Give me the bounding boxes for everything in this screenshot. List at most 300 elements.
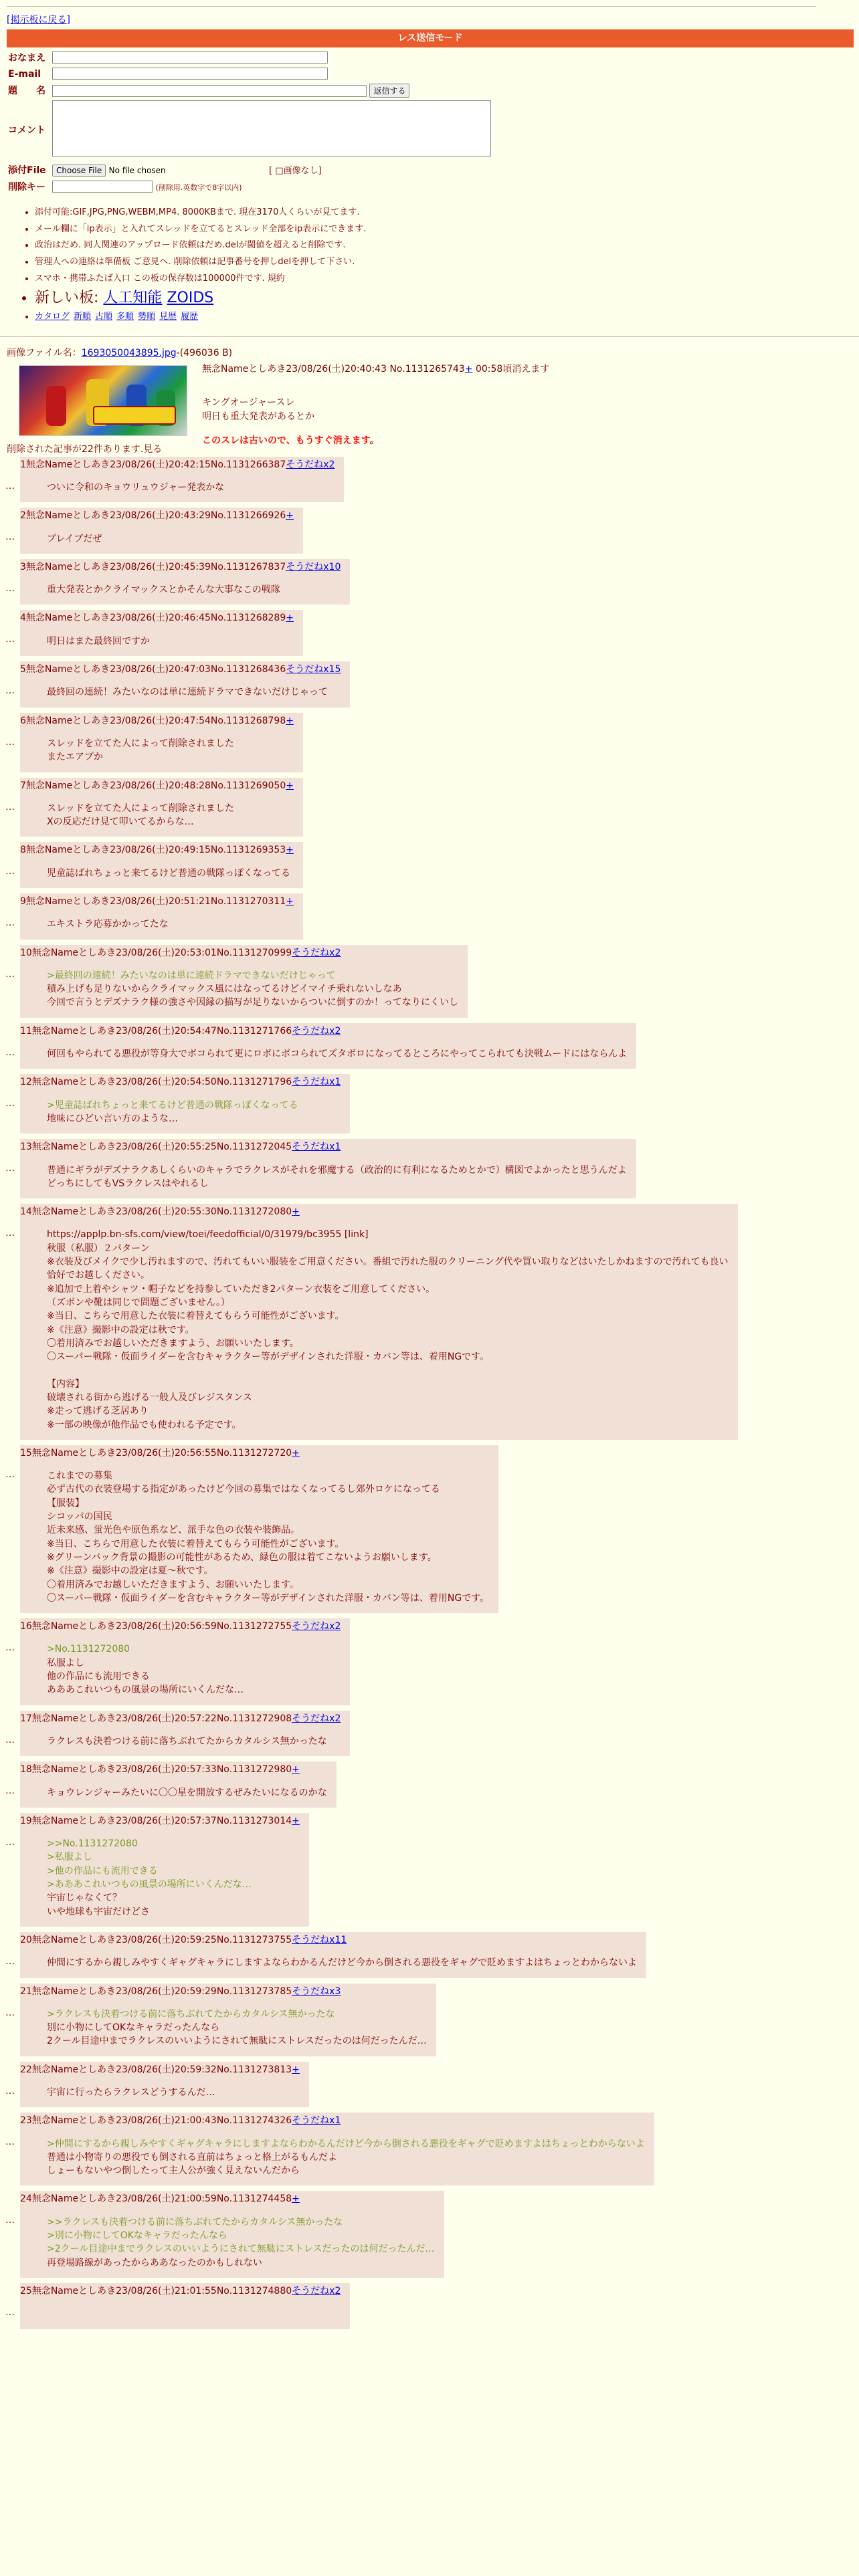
reply-post — [7, 559, 859, 605]
reply-line: 【内容】 — [47, 1378, 84, 1390]
delete-key-label: 削除キー — [8, 181, 45, 193]
reply-number[interactable]: No.1131272720 — [216, 1447, 292, 1459]
reply-ellipsis: … — [5, 866, 15, 877]
reply-box — [20, 842, 303, 888]
reply-datetime: 23/08/26(土)20:59:25 — [116, 1934, 217, 1945]
reply-header — [20, 895, 294, 908]
reply-ellipsis: … — [5, 1786, 15, 1797]
reply-name: 無念Nameとしあき — [31, 1142, 116, 1153]
reply-datetime: 23/08/26(土)20:47:03 — [110, 664, 211, 675]
sodane-link[interactable]: + — [286, 715, 294, 726]
back-to-board — [7, 13, 859, 27]
sodane-link[interactable]: そうだねx2 — [292, 1025, 341, 1037]
quote-line: >No.1131272080 — [47, 1644, 130, 1655]
reply-number[interactable]: No.1131270999 — [216, 947, 292, 958]
no-image-checkbox[interactable]: [ □画像なし] — [269, 165, 322, 176]
comment-textarea[interactable] — [52, 100, 491, 156]
reply-box — [20, 1813, 309, 1927]
reply-number[interactable]: No.1131273785 — [216, 1985, 292, 1997]
reply-datetime: 23/08/26(土)20:59:32 — [116, 2064, 217, 2075]
reply-body — [47, 1956, 637, 1969]
reply-line: エキストラ応募かかってたな — [47, 919, 169, 930]
reply-name: 無念Nameとしあき — [31, 1621, 116, 1632]
reply-name: 無念Nameとしあき — [25, 561, 110, 572]
sodane-link[interactable]: + — [286, 510, 294, 522]
sodane-link[interactable]: そうだねx1 — [292, 1142, 341, 1153]
reply-body — [47, 2008, 427, 2048]
reply-post — [7, 457, 859, 503]
no-file-text: No file chosen — [108, 165, 166, 175]
op-name: 無念Nameとしあき — [202, 364, 286, 375]
reply-index: 9 — [20, 895, 26, 907]
reply-index: 6 — [20, 715, 26, 726]
sodane-link[interactable]: + — [292, 2193, 300, 2205]
reply-post — [7, 2191, 859, 2277]
sodane-link[interactable]: そうだねx3 — [292, 1985, 341, 1997]
reply-box — [20, 1139, 636, 1198]
reply-index: 18 — [20, 1764, 32, 1776]
reply-line: ※《注意》撮影中の設定は夏～秋です。 — [47, 1566, 213, 1577]
reply-body — [47, 867, 294, 880]
reply-datetime: 23/08/26(土)21:00:59 — [116, 2193, 217, 2205]
reply-line: 別に小物にしてOKなキャラだったんなら — [47, 2022, 220, 2034]
reply-body — [47, 2086, 300, 2099]
reply-number[interactable]: No.1131273755 — [216, 1934, 292, 1945]
sodane-link[interactable]: そうだねx2 — [292, 2285, 341, 2296]
reply-line: シコッパの国民 — [47, 1511, 112, 1523]
reply-post — [7, 945, 859, 1018]
reply-box — [20, 2191, 444, 2277]
reply-number[interactable]: No.1131271766 — [216, 1025, 292, 1037]
op-body — [202, 396, 379, 447]
reply-header — [20, 611, 294, 625]
reply-number[interactable]: No.1131268289 — [210, 613, 286, 624]
reply-body — [47, 481, 335, 494]
reply-index: 14 — [20, 1206, 32, 1218]
file-label: 添付File — [8, 165, 46, 177]
reply-index: 19 — [20, 1815, 32, 1826]
reply-datetime: 23/08/26(土)20:48:28 — [110, 780, 211, 791]
reply-index: 8 — [20, 845, 26, 856]
reply-box — [20, 2283, 350, 2329]
reply-header — [20, 1075, 341, 1089]
reply-name: 無念Nameとしあき — [25, 715, 110, 726]
reply-number[interactable]: No.1131272080 — [216, 1206, 292, 1218]
op-header — [202, 362, 549, 376]
reply-mode-bar: レス送信モード — [7, 29, 854, 47]
reply-datetime: 23/08/26(土)20:45:39 — [110, 561, 211, 572]
reply-body — [47, 2216, 435, 2270]
reply-number[interactable]: No.1131268436 — [210, 664, 286, 675]
reply-datetime: 23/08/26(土)20:56:59 — [116, 1621, 217, 1632]
reply-line: しょーもないやつ倒したって主人公が強く見えないんだから — [47, 2165, 300, 2177]
reply-line: 【服装】 — [47, 1497, 84, 1509]
reply-box — [20, 1761, 337, 1808]
op-number[interactable]: No.1131265743 — [389, 364, 465, 375]
file-prefix: 画像ファイル名： — [7, 348, 82, 359]
reply-name: 無念Nameとしあき — [25, 895, 110, 907]
reply-body — [47, 532, 294, 546]
reply-datetime: 23/08/26(土)20:53:01 — [116, 947, 217, 958]
reply-index: 11 — [20, 1025, 32, 1037]
reply-index: 17 — [20, 1713, 32, 1724]
sodane-link[interactable]: + — [292, 1447, 300, 1459]
reply-ellipsis: … — [5, 801, 15, 813]
sodane-link[interactable]: そうだねx2 — [286, 459, 335, 470]
reply-post — [7, 2062, 859, 2108]
reply-index: 16 — [20, 1621, 32, 1632]
reply-header — [20, 1140, 627, 1154]
reply-body — [47, 583, 341, 597]
view-history-link[interactable]: 見歴 — [159, 312, 177, 322]
reply-box — [20, 945, 468, 1018]
reply-box — [20, 1074, 350, 1134]
quote-line: >他の作品にも流用できる — [47, 1865, 158, 1876]
reply-ellipsis: … — [5, 2137, 15, 2148]
sodane-link[interactable]: そうだねx15 — [286, 664, 341, 675]
sort-momentum-link[interactable]: 勢順 — [138, 312, 156, 322]
reply-line: スレッドを立てた人によって削除されました — [47, 738, 234, 749]
reply-number[interactable]: No.1131272045 — [216, 1142, 292, 1153]
thread-divider — [0, 336, 859, 337]
op-thumbnail[interactable] — [19, 365, 187, 436]
reply-body — [47, 685, 341, 699]
reply-line: 何回もやられてる悪役が等身大でボコられて更にロボにボコられてズタボロになってるところにやってこられても決戦ムードにはならんよ — [47, 1049, 628, 1060]
sort-many-link[interactable]: 多順 — [116, 312, 134, 322]
new-board-link-zoids[interactable]: ZOIDS — [167, 290, 214, 307]
op-file-link[interactable]: 1693050043895.jpg — [81, 348, 177, 359]
subject-input[interactable] — [52, 85, 367, 97]
reply-post — [7, 1983, 859, 2056]
new-board-link-ai[interactable]: 人工知能 — [103, 290, 163, 307]
reply-line: どっちにしてもVSラクレスはやれるし — [47, 1178, 209, 1189]
reply-body — [47, 1837, 300, 1919]
reply-datetime: 23/08/26(土)20:57:33 — [116, 1764, 217, 1776]
reply-line: ※当日、こちらで用意した衣装に着替えてもらう可能性がございます。 — [47, 1538, 345, 1549]
reply-body — [47, 737, 294, 764]
reply-line: https://applp.bn-sfs.com/view/toei/feedofficial/0/31979/bc3955 [link] — [47, 1229, 369, 1241]
sodane-link[interactable]: そうだねx1 — [292, 2115, 341, 2127]
thread — [0, 346, 859, 2329]
reply-header — [20, 2063, 300, 2076]
subject-label: 題 名 — [8, 85, 45, 96]
reply-box — [20, 1983, 436, 2056]
reply-line: 宇宙に行ったらラクレスどうするんだ… — [47, 2086, 215, 2098]
quote-line: >児童誌ばれちょっと来てるけど普通の戦隊っぽくなってる — [47, 1099, 298, 1111]
reply-datetime: 23/08/26(土)20:57:37 — [116, 1815, 217, 1826]
op-expire: 00:58頃消えます — [475, 364, 550, 375]
reply-line: ブレイブだぜ — [47, 533, 102, 544]
reply-line: 〇着用済みでお越しいただきますよう、お願いいたします。 — [47, 1337, 299, 1349]
reply-form — [7, 50, 859, 195]
op-sodane[interactable]: + — [464, 364, 473, 375]
sodane-link[interactable]: + — [286, 895, 294, 907]
reply-datetime: 23/08/26(土)21:01:55 — [116, 2285, 217, 2296]
reply-post — [7, 1932, 859, 1978]
reply-number[interactable]: No.1131274326 — [216, 2115, 292, 2127]
choose-file-button[interactable]: Choose File — [52, 165, 106, 177]
reply-ellipsis: … — [5, 1163, 15, 1174]
op-file-info — [7, 346, 859, 360]
reply-header — [20, 1205, 729, 1218]
reply-line: ※衣装及びメイクで少し汚れますので、汚れてもいい服装をご用意ください。番組で汚れた服のクリーニング代や買い取りなどはいたしかねますので汚れても良い — [47, 1257, 729, 1268]
reply-name: 無念Nameとしあき — [31, 947, 116, 958]
reply-datetime: 23/08/26(土)20:46:45 — [110, 613, 211, 624]
reply-box — [20, 713, 303, 772]
reply-number[interactable]: No.1131268798 — [210, 715, 286, 726]
reply-post — [7, 1618, 859, 1705]
reply-line: スレッドを立てた人によって削除されました — [47, 802, 234, 814]
reply-name: 無念Nameとしあき — [31, 2193, 116, 2205]
reply-datetime: 23/08/26(土)20:54:47 — [116, 1025, 217, 1037]
reply-ellipsis: … — [5, 634, 15, 645]
reply-index: 15 — [20, 1447, 32, 1459]
sodane-link[interactable]: + — [292, 1815, 300, 1826]
reply-index: 21 — [20, 1985, 32, 1997]
reply-line: 再登場路線があったからああなったのかもしれない — [47, 2257, 262, 2268]
reply-index: 2 — [20, 510, 26, 522]
reply-header — [20, 509, 294, 522]
reply-index: 20 — [20, 1934, 32, 1945]
reply-header — [20, 1620, 341, 1633]
reply-post — [7, 610, 859, 656]
op-line: 明日も重大発表があるとか — [202, 411, 314, 422]
reply-number[interactable]: No.1131270311 — [210, 895, 286, 907]
reply-body — [47, 802, 294, 829]
rule-item: • 管理人への連絡は準備板 ご意見へ. 削除依頼は記事番号を押しdelを押して下さい. — [35, 254, 859, 271]
reply-line: 児童誌ばれちょっと来てるけど普通の戦隊っぽくなってる — [47, 867, 290, 879]
reply-post — [7, 661, 859, 708]
reply-index: 24 — [20, 2193, 32, 2205]
reply-ellipsis: … — [5, 532, 15, 543]
reply-post — [7, 713, 859, 772]
reply-line: これまでの募集 — [47, 1471, 112, 1482]
reply-line: ※グリーンバック背景の撮影の可能性があるため、緑色の服は着てこないようお願いします。 — [47, 1551, 437, 1563]
sodane-link[interactable]: そうだねx10 — [286, 561, 341, 572]
reply-line: 破壊される街から逃げる一般人及びレジスタンス — [47, 1392, 252, 1403]
reply-ellipsis: … — [5, 1642, 15, 1654]
reply-number[interactable]: No.1131272908 — [216, 1713, 292, 1724]
reply-box — [20, 1711, 350, 1757]
reply-name: 無念Nameとしあき — [31, 1713, 116, 1724]
reply-line: 明日はまた最終回ですか — [47, 635, 150, 647]
op-expire-warning: このスレは古いので、もうすぐ消えます。 — [202, 435, 379, 446]
catalog-links — [35, 309, 859, 326]
reply-datetime: 23/08/26(土)20:55:30 — [116, 1206, 217, 1218]
reply-ellipsis: … — [5, 582, 15, 594]
reply-number[interactable]: No.1131274458 — [216, 2193, 292, 2205]
reply-name: 無念Nameとしあき — [31, 1077, 116, 1088]
reply-post — [7, 1761, 859, 1808]
reply-post — [7, 893, 859, 940]
reply-line: ※当日、こちらで用意した衣装に着替えてもらう可能性がございます。 — [47, 1311, 345, 1322]
catalog-link[interactable]: カタログ — [35, 312, 70, 322]
reply-ellipsis: … — [5, 685, 15, 697]
sort-new-link[interactable]: 新順 — [74, 312, 92, 322]
quote-line: >最終回の連続！みたいなのは単に連続ドラマできないだけじゃって — [47, 970, 336, 981]
reply-number[interactable]: No.1131266387 — [210, 459, 286, 470]
reply-number[interactable]: No.1131269353 — [210, 845, 286, 856]
reply-index: 1 — [20, 459, 26, 470]
delete-key-input[interactable] — [52, 181, 153, 193]
reply-body — [47, 1735, 341, 1748]
reply-index: 12 — [20, 1077, 32, 1088]
sodane-link[interactable]: そうだねx2 — [292, 1621, 341, 1632]
reply-number[interactable]: No.1131271796 — [216, 1077, 292, 1088]
reply-post — [7, 1023, 859, 1069]
new-board-notice — [35, 287, 859, 309]
reply-number[interactable]: No.1131267837 — [210, 561, 286, 572]
reply-index: 10 — [20, 947, 32, 958]
quote-line: >私服よし — [47, 1852, 92, 1863]
reply-index: 4 — [20, 613, 26, 624]
sodane-link[interactable]: + — [292, 1764, 300, 1776]
reply-line: （ズボンや靴は同じで問題ございません。） — [47, 1297, 230, 1308]
sodane-link[interactable]: + — [292, 1206, 300, 1218]
reply-header — [20, 779, 294, 792]
rule-item: • メール欄に「ip表示」と入れてスレッドを立てるとスレッド全部をip表示にできます. — [35, 221, 859, 238]
reply-header — [20, 1712, 341, 1725]
reply-datetime: 23/08/26(土)20:51:21 — [110, 895, 211, 907]
reply-datetime: 23/08/26(土)20:42:15 — [110, 459, 211, 470]
reply-name: 無念Nameとしあき — [25, 510, 110, 522]
reply-name: 無念Nameとしあき — [31, 1447, 116, 1459]
deleted-notice[interactable]: 削除された記事が22件あります.見る — [7, 444, 163, 455]
quote-line: >仲間にするから親しみやすくギャグキャラにしますよならわかるんだけど今から倒される悪役をギャグで貶めますよはちょっとわからないよ — [47, 2138, 645, 2149]
reply-line: いや地球も宇宙だけどさ — [47, 1906, 150, 1917]
sort-old-link[interactable]: 古順 — [95, 312, 113, 322]
reply-line: Xの反応だけ見て叩いてるからな… — [47, 817, 194, 828]
sodane-link[interactable]: そうだねx11 — [292, 1934, 347, 1945]
top-divider — [7, 0, 816, 7]
reply-line: ラクレスも決着つける前に落ちぶれてたからカタルシス無かったな — [47, 1735, 327, 1747]
reply-number[interactable]: No.1131266926 — [210, 510, 286, 522]
reply-box — [20, 508, 303, 554]
reply-datetime: 23/08/26(土)20:49:15 — [110, 845, 211, 856]
reply-line: 地味にひどい言い方のような… — [47, 1113, 178, 1124]
reply-datetime: 23/08/26(土)20:59:29 — [116, 1985, 217, 1997]
sodane-link[interactable]: + — [292, 2064, 300, 2075]
reply-name: 無念Nameとしあき — [25, 780, 110, 791]
reply-name: 無念Nameとしあき — [25, 664, 110, 675]
reply-datetime: 23/08/26(土)20:56:55 — [116, 1447, 217, 1459]
reply-header — [20, 843, 294, 857]
reply-line: 積み上げも足りないからクライマックス風にはなってるけどイマイチ乗れないしなあ — [47, 984, 402, 995]
sodane-link[interactable]: そうだねx1 — [292, 1077, 341, 1088]
reply-header — [20, 1985, 427, 1998]
reply-body — [47, 1469, 489, 1605]
reply-ellipsis: … — [5, 968, 15, 980]
reply-ellipsis: … — [5, 1734, 15, 1745]
reply-number[interactable]: No.1131274880 — [216, 2285, 292, 2296]
reply-body — [47, 2307, 341, 2321]
name-label: おなまえ — [8, 52, 45, 64]
quote-line: >ラクレスも決着つける前に落ちぶれてたからカタルシス無かったな — [47, 2008, 335, 2020]
reply-box — [20, 1023, 636, 1069]
reply-ellipsis: … — [5, 1047, 15, 1058]
reply-ellipsis: … — [5, 2085, 15, 2097]
reply-body — [47, 635, 294, 648]
reply-line: 近未来感、蛍光色や原色系など、派手な色の衣装や装飾品。 — [47, 1525, 300, 1536]
back-to-board-link[interactable]: [掲示板に戻る] — [7, 15, 70, 25]
sodane-link[interactable]: そうだねx2 — [292, 947, 341, 958]
reply-name: 無念Nameとしあき — [31, 1934, 116, 1945]
reply-post — [7, 1074, 859, 1134]
reply-line: ※追加で上着やシャツ・帽子などを持参していただき2パターン衣装をご用意してください。 — [47, 1283, 436, 1295]
reply-name: 無念Nameとしあき — [31, 1206, 116, 1218]
sodane-link[interactable]: + — [286, 845, 294, 856]
reply-line: 仲間にするから親しみやすくギャグキャラにしますよならわかるんだけど今から倒される悪役をギャグで貶めますよはちょっとわからないよ — [47, 1957, 637, 1969]
reply-ellipsis: … — [5, 1836, 15, 1848]
reply-line: 〇スーパー戦隊・仮面ライダーを含むキャラクター等がデザインされた洋服・カバン等は、着用NGです。 — [47, 1592, 490, 1604]
reply-line: 〇スーパー戦隊・仮面ライダーを含むキャラクター等がデザインされた洋服・カバン等は、着用NGです。 — [47, 1352, 490, 1363]
reply-header — [20, 1025, 627, 1038]
reply-name: 無念Nameとしあき — [31, 1764, 116, 1776]
reply-box — [20, 1445, 498, 1613]
reply-post — [7, 2283, 859, 2329]
reply-line: 他の作品にも流用できる — [47, 1671, 150, 1683]
reply-body — [47, 969, 458, 1010]
reply-post — [7, 1445, 859, 1613]
email-input[interactable] — [52, 68, 328, 80]
reply-line: ※走って逃げる芝居あり — [47, 1406, 149, 1417]
reply-number[interactable]: No.1131273014 — [216, 1815, 292, 1826]
reply-box — [20, 1618, 350, 1705]
reply-box — [20, 661, 350, 708]
reply-ellipsis: … — [5, 2306, 15, 2318]
quote-line: >2クール目途中までラクレスのいいようにされて無駄にストレスだったのは何だったんだ… — [47, 2244, 435, 2255]
sodane-link[interactable]: + — [286, 613, 294, 624]
reply-name: 無念Nameとしあき — [31, 1815, 116, 1826]
reply-line — [47, 2307, 341, 2321]
submit-reply-button[interactable]: 返信する — [369, 84, 409, 98]
reply-line: 〇着用済みでお越しいただきますよう、お願いいたします。 — [47, 1579, 299, 1590]
history-link[interactable]: 履歴 — [181, 312, 199, 322]
reply-box — [20, 559, 350, 605]
reply-body — [47, 1228, 729, 1431]
reply-post — [7, 842, 859, 888]
reply-number[interactable]: No.1131273813 — [216, 2064, 292, 2075]
name-input[interactable] — [52, 51, 328, 64]
reply-line: 必ず古代の衣装登場する指定があったけど今回の募集ではなくなってるし郊外ロケになってる — [47, 1484, 440, 1495]
rule-item: • 添付可能:GIF,JPG,PNG,WEBM,MP4. 8000KBまで. 現在3170人くらいが見てます. — [35, 205, 859, 221]
reply-ellipsis: … — [5, 1955, 15, 1967]
reply-header — [20, 2284, 341, 2298]
quote-line: >>ラクレスも決着つける前に落ちぶれてたからカタルシス無かったな — [47, 2216, 343, 2228]
reply-post — [7, 508, 859, 554]
quote-line: >>No.1131272080 — [47, 1838, 138, 1850]
reply-line: ついに令和のキョウリュウジャー発表かな — [47, 481, 225, 493]
reply-index: 3 — [20, 561, 26, 572]
reply-datetime: 23/08/26(土)20:47:54 — [110, 715, 211, 726]
reply-index: 7 — [20, 780, 26, 791]
comment-label: コメント — [8, 125, 45, 136]
reply-number[interactable]: No.1131272980 — [216, 1764, 292, 1776]
reply-line: 重大発表とかクライマックスとかそんな大事なこの戦隊 — [47, 584, 280, 596]
reply-box — [20, 778, 303, 837]
reply-number[interactable]: No.1131272755 — [216, 1621, 292, 1632]
sodane-link[interactable]: + — [286, 780, 294, 791]
reply-number[interactable]: No.1131269050 — [210, 780, 286, 791]
reply-post — [7, 778, 859, 837]
reply-index: 13 — [20, 1142, 32, 1153]
reply-line: 私服よし — [47, 1657, 84, 1669]
reply-header — [20, 458, 335, 471]
op-line: キングオージャースレ — [202, 397, 295, 409]
reply-line: 今回で言うとデズナラク様の強さや因縁の描写が足りないからついに倒すのか！ってなりにくいし — [47, 997, 459, 1008]
reply-datetime: 23/08/26(土)20:55:25 — [116, 1142, 217, 1153]
sodane-link[interactable]: そうだねx2 — [292, 1713, 341, 1724]
